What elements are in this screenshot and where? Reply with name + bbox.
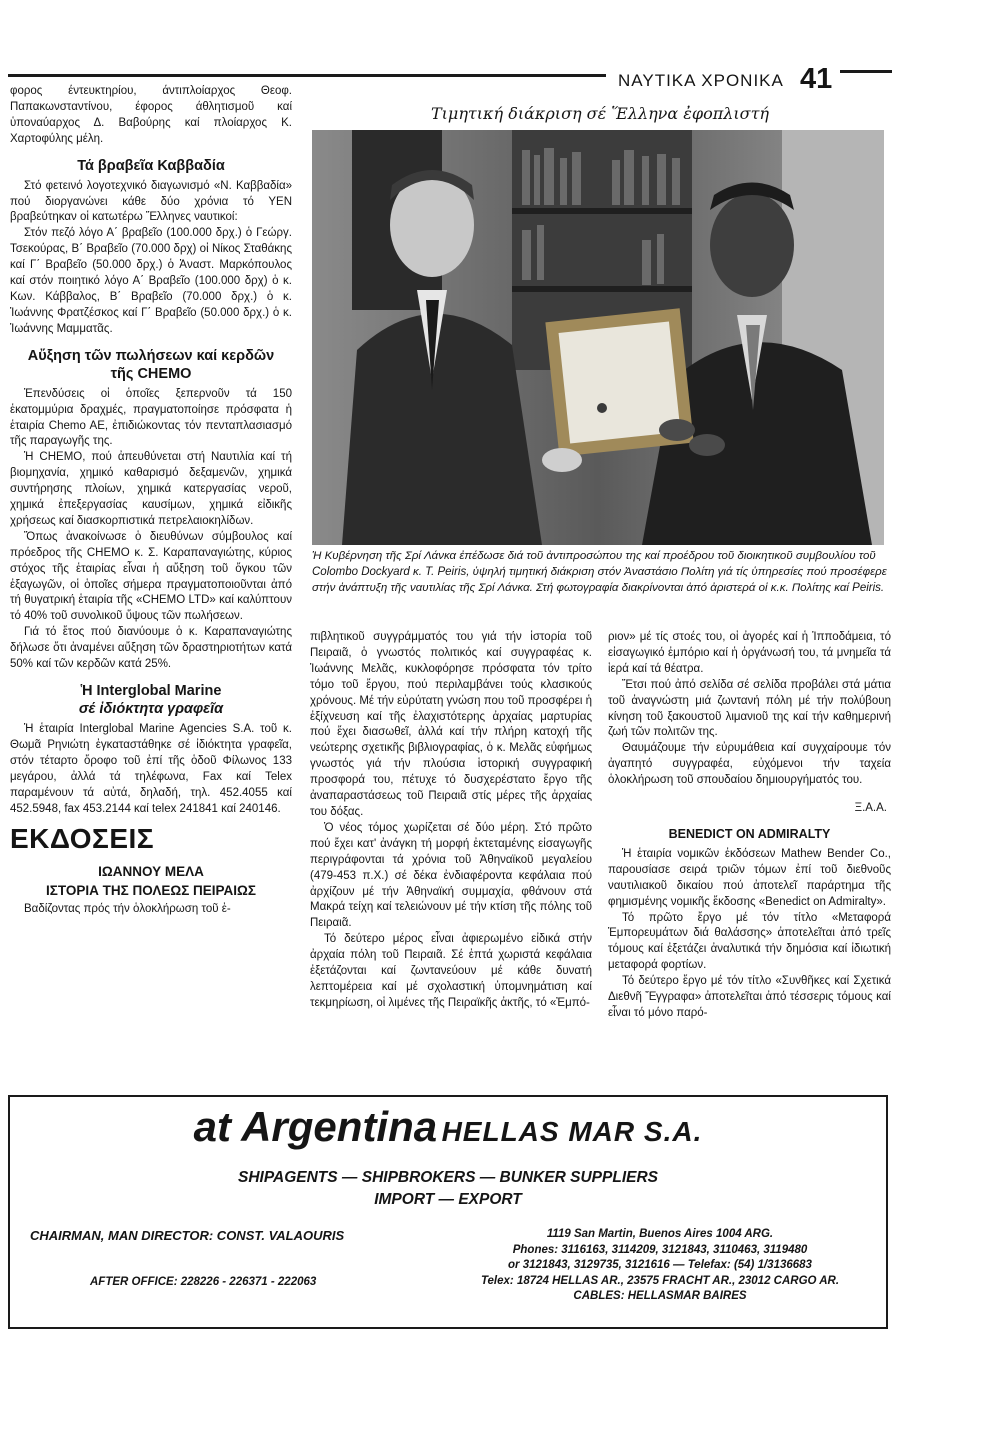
chemo-heading-line: Αὔξηση τῶν πωλήσεων καί κερδῶν — [27, 347, 275, 364]
section-title-publications: ΕΚΔΟΣΕΙΣ — [10, 823, 155, 855]
book-review-paragraph: πιβλητικοῦ συγγράμματός του γιά τήν ἱστορία τοῦ Πειραιᾶ, ὁ γνωστός πολιτικός καί συγγραφέας κ. Ἰωάννης Μελᾶς, κυκλοφόρησε πρόσφατα τόν τρίτο τόμο τοῦ ἔργου, πού περιλαμβάνει τούς κλασικούς χρόνους. Μέ τήν εὐρύτατη γνώση που τοῦ προσφέρει ἡ ἐξίχνευση καί τῆς ἐλαχιστότερης ἀρχαίας μαρτυρίας πού ἔχει διασωθεῖ, ἀλλά καί τήν πλήρη κατοχή τῆς νεώτερης σχετικῆς βιβλιογραφίας, ὁ κ. Μελᾶς εὐφήμως γνωστός γιά τήν πλούσια ἱστορική συγγραφική προσφορά του, πέτυχε τό δυσχερέστατο ἔργο τῆς ἀναπαραστάσεως τοῦ Πειραιᾶ στίς μέρες τῆς ἀρχαίας του δόξας. — [310, 631, 592, 818]
advertiser-chairman: CHAIRMAN, MAN DIRECTOR: CONST. VALAOURIS — [30, 1228, 345, 1243]
services-line: IMPORT — EXPORT — [374, 1191, 522, 1208]
interglobal-heading-line: σέ ἰδιόκτητα γραφεῖα — [78, 701, 224, 717]
contact-telex: Telex: 18724 HELLAS AR., 23575 FRACHT AR., 23012 CARGO AR. — [480, 1274, 840, 1287]
award-photo — [312, 130, 884, 545]
advertiser-name-part2: HELLAS MAR S.A. — [441, 1116, 703, 1147]
chemo-paragraph: Ἐπενδύσεις οἱ ὁποῖες ξεπερνοῦν τά 150 ἑκατομμύρια δραχμές, πραγματοποίησε πρόσφατα ἡ ἑταιρία Chemo AE, ἐπιδιώκοντας τόν πενταπλασιασμό τῆς παραγωγῆς της. — [10, 387, 292, 448]
contact-phones: Phones: 3116163, 3114209, 3121843, 3110463, 3119480 — [512, 1243, 808, 1256]
kavvadia-paragraph: Στό φετεινό λογοτεχνικό διαγωνισμό «Ν. Καββαδία» πού διοργανώνει κάθε δύο χρόνια τό ΥΕΝ βραβεύτηκαν οἱ κατωτέρω Ἕλληνες ναυτικοί: — [10, 179, 292, 224]
kavvadia-paragraph: Στόν πεζό λόγο Α΄ βραβεῖο (100.000 δρχ.) ὁ Γεώργ. Τσεκούρας, Β΄ Βραβεῖο (70.000 δρχ) οἱ Νίκος Σταθάκης καί Γ΄ Βραβεῖο (50.000 δρχ.) ὁ Ἀναστ. Μαρκόπουλος καί στόν ποιητικό λόγο Α΄ Βραβεῖο (100.000 δρχ) ὁ κ. Κων. Κάββαλος, Β΄ Βραβεῖο (70.000 δρχ.) ὁ κ. Ἰωάννης Φρατζέσκος καί Γ΄ Βραβεῖο (50.000 δρχ.) ὁ κ. Ἰωάννης Μαμματᾶς. — [10, 227, 292, 335]
hellas-mar-advertisement — [8, 1095, 888, 1329]
advertiser-services — [10, 1167, 886, 1211]
photo-article-heading: Τιμητική διάκριση σέ Ἕλληνα ἐφοπλιστή — [430, 104, 770, 123]
interglobal-heading — [10, 682, 292, 718]
column-middle — [310, 630, 592, 1012]
contact-address: 1119 San Martin, Buenos Aires 1004 ARG. — [546, 1228, 774, 1240]
admiralty-paragraph: Τό δεύτερο ἔργο μέ τόν τίτλο «Συνθῆκες καί Σχετικά Διεθνῆ Ἔγγραφα» ἀποτελεῖται ἀπό τέσσερις τόμους καί εἶναι τό μόνο παρό- — [608, 975, 891, 1019]
book-review-paragraph: Ἔτσι πού ἀπό σελίδα σέ σελίδα προβάλει στά μάτια τοῦ ἀναγνώστη μιά ζωντανή πόλη μέ τήν πολύβουη κίνηση τοῦ ξακουστοῦ λιμανιοῦ της καί τήν καθημερινή ζωή τῶν πολιτῶν της. — [608, 678, 891, 739]
book-review-paragraph: Τό δεύτερο μέρος εἶναι ἀφιερωμένο εἰδικά στήν ἀρχαία πόλη τοῦ Πειραιᾶ. Σέ ἑπτά χωριστά κεφάλαια ἐξετάζονται καί ζωντανεύουν μέ κάθε δυνατή λεπτομέρεια καί μέ σχολαστική ὑπομνημάτιση καί τεκμηρίωση, οἱ λιμένες τῆς Πειραϊκῆς ἀκτῆς, τό «Ἐμπό- — [310, 933, 592, 1009]
review-signature: Ξ.Α.Α. — [854, 802, 887, 815]
page-number: 41 — [800, 63, 833, 95]
book-review-paragraph: Βαδίζοντας πρός τήν ὁλοκλήρωση τοῦ ἐ- — [24, 903, 231, 916]
photo-caption: Ἡ Κυβέρνηση τῆς Σρί Λάνκα ἐπέδωσε διά τοῦ ἀντιπροσώπου της καί προέδρου τοῦ διοικητικοῦ συμβουλίου τοῦ Colombo Dockyard κ. T. Peiris, ὑψηλή τιμητική διάκριση στόν Ἀναστάσιο Πολίτη γιά τίς ὑπηρεσίες πού προσέφερε στήν ἀνάπτυξη τῆς ναυτιλίας τῆς Σρί Λάνκα. Στή φωτογραφία διακρίνονται ἀπό ἀριστερά οἱ κ.κ. Πολίτης καί Peiris. — [312, 550, 887, 594]
chemo-paragraph: Γιά τό ἔτος πού διανύουμε ὁ κ. Καραπαναγιώτης δήλωσε ὅτι ἀναμένει αὔξηση τῶν δραστηριοτήτων κατά 50% καί τῶν κερδῶν κατά 25%. — [10, 626, 292, 671]
contact-cables: CABLES: HELLASMAR BAIRES — [573, 1290, 747, 1302]
services-line: SHIPAGENTS — SHIPBROKERS — BUNKER SUPPLIERS — [238, 1169, 658, 1186]
chemo-paragraph: Ὅπως ἀνακοίνωσε ὁ διευθύνων σύμβουλος καί πρόεδρος τῆς CHEMO κ. Σ. Καραπαναγιώτης, κύριος στόχος τῆς ἑταιρίας εἶναι ἡ αὔξηση τοῦ ὄγκου τῶν ἐξαγωγῶν, οἱ ὁποῖες σήμερα πραγματοποιοῦνται ἀπό τή θυγατρική ἑταιρία τῆς «CHEMO LTD» καί καλύπτουν τό 40% τοῦ συνολικοῦ ὕψους τῶν πωλήσεων. — [10, 530, 292, 623]
interglobal-heading-line: Ἡ Interglobal Marine — [80, 683, 222, 699]
admiralty-paragraph: Τό πρῶτο ἔργο μέ τόν τίτλο «Μεταφορά Ἐμπορευμάτων διά θαλάσσης» ἀποτελεῖται ἀπό τρεῖς τόμους καί ἐξετάζει ἀναλυτικά τήν δημόσια καί ἰδιωτική μεταφορά φορτίων. — [608, 911, 891, 972]
intro-paragraph: φορος έντευκτηρίου, άντιπλοίαρχος Θεοφ. Παπακωνσταντίνου, έφορος άθλητισμοῦ καί ὑποναύαρχος Δ. Βαβούρης καί πλοίαρχος Κ. Χαρτοφύλης μέλη. — [10, 85, 292, 145]
contact-phones: or 3121843, 3129735, 3121616 — Telefax: (54) 1/3136683 — [508, 1259, 812, 1271]
publication-title: ΝΑΥΤΙΚΑ ΧΡΟΝΙΚΑ — [618, 71, 784, 90]
admiralty-paragraph: Ἡ ἑταιρία νομικῶν ἐκδόσεων Mathew Bender Co., παρουσίασε σειρά τριῶν τόμων ἐπί τοῦ διεθνοῦς ναυτιλιακοῦ δικαίου πού ἀποτελεῖ παράρτημα τῆς φημισμένης νομικῆς ἔκδοσης «Benedict on Admiralty». — [608, 847, 891, 908]
interglobal-paragraph: Ἡ ἑταιρία Interglobal Marine Agencies S.A. τοῦ κ. Θωμᾶ Ρηνιώτη ἐγκαταστάθηκε σέ ἰδιόκτητα γραφεῖα, στόν τέταρτο ὄροφο τοῦ ἐπί τῆς ὁδοῦ Φίλωνος 133 μεγάρου, ἀλλά τά τηλέφωνα, Fax καί Telex παραμένουν τά αὐτά, δηλαδή, τηλ. 452.4055 καί 452.5948, fax 453.2144 καί telex 241841 καί 240146. — [10, 723, 292, 815]
award-photo-illustration — [312, 130, 884, 545]
header-rule-left — [8, 74, 606, 77]
column-left — [10, 84, 292, 918]
chemo-paragraph: Ἡ CHEMO, πού ἀπευθύνεται στή Ναυτιλία καί τή βιομηχανία, χημικό καθαρισμό δεξαμενῶν, χημικά συντήρησης πλοίων, χημικά κατεργασίας νεροῦ, χημικά ἐπεξεργασίας καυσίμων, χημικά εἰδικῆς χρήσεως καί διασκορπιστικά πετρελαιοκηλίδων. — [10, 451, 292, 527]
column-right — [608, 630, 891, 1022]
book-title: ΙΣΤΟΡΙΑ ΤΗΣ ΠΟΛΕΩΣ ΠΕΙΡΑΙΩΣ — [46, 883, 256, 899]
kavvadia-heading: Τά βραβεῖα Καββαδία — [77, 157, 225, 174]
advertiser-after-office: AFTER OFFICE: 228226 - 226371 - 222063 — [90, 1276, 317, 1288]
advertiser-contact — [450, 1227, 870, 1305]
book-review-paragraph: ριον» μέ τίς στοές του, οἱ ἀγορές καί ἡ Ἱπποδάμεια, τό εἰσαγωγικό ἐμπόριο καί ἡ ὀργάνωσή του, τά μνημεῖα τά ἱερά καί τά θέατρα. — [608, 631, 891, 675]
book-review-paragraph: Ὁ νέος τόμος χωρίζεται σέ δύο μέρη. Στό πρῶτο πού ἔχει κατ' ἀνάγκη τή μορφή ἐκτεταμένης εἰσαγωγῆς περιγράφονται τά χρόνια τοῦ Ἀθηναϊκοῦ μεγαλείου (479-453 π.Χ.) σέ δέκα ἐνδιαφέροντα κεφάλαια πού ἀρχίζουν μέ τήν Ἀθηναϊκή συμμαχία, φθάνουν στά Μακρά τείχη καί τελειώνουν μέ τήν κτίση τῆς πόλης τοῦ Πειραιᾶ. — [310, 821, 592, 930]
book-author: ΙΩΑΝΝΟΥ ΜΕΛΑ — [98, 864, 204, 880]
advertiser-name-part1: at Argentina — [193, 1103, 438, 1150]
chemo-heading — [10, 347, 292, 383]
header-rule-right — [840, 70, 892, 73]
advertiser-name — [10, 1103, 886, 1151]
chemo-heading-line: τῆς CHEMO — [110, 365, 192, 382]
admiralty-heading: BENEDICT ON ADMIRALTY — [668, 826, 831, 841]
book-review-paragraph: Θαυμάζουμε τήν εὐρυμάθεια καί συγχαίρουμε τόν ἀγαπητό συγγραφέα, εὐχόμενοι τήν ταχεία ὁλοκλήρωση τοῦ σπουδαίου δημιουργήματός του. — [608, 742, 891, 787]
